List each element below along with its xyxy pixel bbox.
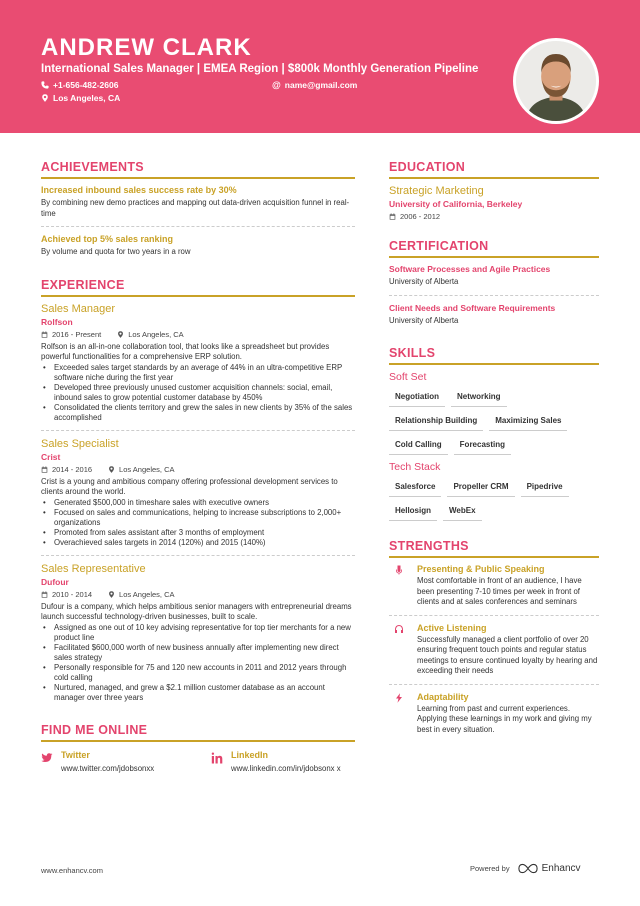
candidate-name: ANDREW CLARK: [41, 34, 252, 61]
divider: [41, 226, 355, 227]
job-description: Rolfson is an all-in-one collaboration tool, that looks like a spreadsheet but provides powerful functionalities for a comprehensive ERP solution.: [41, 341, 330, 361]
skill-tag: Networking: [451, 389, 507, 407]
calendar-icon: [41, 331, 48, 338]
calendar-icon: [389, 213, 396, 220]
degree: Strategic Marketing: [389, 185, 484, 197]
linkedin-url: www.linkedin.com/in/jdobsonx x: [231, 763, 341, 773]
online-links: [41, 750, 355, 775]
headphones-icon: [394, 624, 404, 634]
divider: [41, 430, 355, 431]
skill-tag: Salesforce: [389, 479, 441, 497]
job-entry: [41, 563, 355, 703]
strength-item: [389, 692, 599, 736]
job-dates: 2014 - 2016: [52, 464, 93, 474]
certification-title: Client Needs and Software Requirements: [389, 302, 556, 313]
strengths-heading: STRENGTHS: [389, 539, 599, 558]
list-item: • Exceeded sales target standards by an average of 44% in an ultra-competitive ERP software niche during the first year: [41, 363, 355, 383]
phone-icon: [41, 81, 49, 89]
footer-branding: [470, 863, 581, 874]
microphone-icon: [394, 565, 404, 575]
list-item: • Assigned as one out of 10 key advising representative for top tier merchants for a new product line: [41, 623, 355, 643]
skill-tags: [389, 479, 599, 521]
divider: [389, 615, 599, 616]
phone-contact[interactable]: [41, 80, 118, 90]
brand-logo[interactable]: [518, 863, 581, 874]
education-heading: EDUCATION: [389, 160, 599, 179]
location-pin-icon: [108, 591, 115, 598]
strength-title: Adaptability: [417, 691, 469, 702]
achievements-heading: ACHIEVEMENTS: [41, 160, 355, 179]
list-item: • Personally responsible for 75 and 120 new accounts in 2011 and 2012 years through cold calling: [41, 663, 355, 683]
job-bullets: [41, 498, 355, 548]
twitter-icon: [41, 752, 53, 764]
list-item: • Facilitated $600,000 worth of new business annually after implementing new direct sales strategy: [41, 643, 355, 663]
skill-tag: Cold Calling: [389, 437, 448, 455]
twitter-link[interactable]: [41, 750, 211, 775]
right-column: [389, 160, 599, 739]
twitter-url: www.twitter.com/jdobsonxx: [61, 763, 155, 773]
strength-desc: Successfully managed a client portfolio of over 20 ensuring frequent touch points and regular status meetings to ensure continued loyalty by hearing and exceeding their needs: [417, 634, 598, 675]
skill-tag: Maximizing Sales: [489, 413, 567, 431]
header-banner: [0, 0, 640, 133]
skill-group-title: Tech Stack: [389, 461, 441, 473]
certification-heading: CERTIFICATION: [389, 239, 599, 258]
job-bullets: [41, 363, 355, 423]
certification-item: [389, 264, 599, 288]
job-meta: [41, 330, 355, 339]
profile-photo: [516, 41, 596, 121]
certification-item: [389, 303, 599, 327]
list-item: • Overachieved sales targets in 2014 (120%) and 2015 (140%): [41, 538, 355, 548]
job-location: Los Angeles, CA: [119, 464, 175, 474]
job-meta: [41, 465, 355, 474]
list-item: • Consolidated the clients territory and grew the sales in new clients by 35% of the sales accomplished: [41, 403, 355, 423]
list-item: • Focused on sales and communications, helping to increase subscriptions to 2,000+ organizations: [41, 508, 355, 528]
job-location: Los Angeles, CA: [119, 589, 175, 599]
job-title: Sales Representative: [41, 562, 146, 575]
email-text: name@gmail.com: [284, 80, 358, 90]
achievement-desc: By volume and quota for two years in a row: [41, 247, 191, 256]
skill-tag: WebEx: [443, 503, 482, 521]
strength-desc: Most comfortable in front of an audience, I have been presenting 7-10 times per week in front of clients and at sales conferences and seminars: [417, 576, 582, 606]
job-entry: [41, 438, 355, 548]
job-title: Sales Specialist: [41, 437, 119, 450]
strength-desc: Learning from past and current experiences. Applying these learnings in my work and giving my best in every situation.: [417, 703, 592, 734]
skill-tag: Pipedrive: [521, 479, 569, 497]
email-contact[interactable]: [272, 80, 357, 90]
strength-title: Presenting & Public Speaking: [417, 564, 545, 574]
achievement-item: [41, 234, 355, 258]
linkedin-link[interactable]: [211, 750, 355, 775]
footer-site[interactable]: www.enhancv.com: [41, 866, 103, 875]
phone-text: +1-656-482-2606: [53, 80, 119, 90]
achievement-title: Increased inbound sales success rate by 30%: [41, 185, 237, 195]
left-column: [41, 160, 355, 774]
job-location: Los Angeles, CA: [128, 329, 184, 339]
skill-tag: Relationship Building: [389, 413, 483, 431]
certification-title: Software Processes and Agile Practices: [389, 264, 551, 274]
company-name: Crist: [41, 451, 61, 462]
skill-group-title: Soft Set: [389, 371, 427, 383]
skill-tag: Propeller CRM: [447, 479, 514, 497]
job-dates: 2016 - Present: [52, 329, 102, 339]
job-entry: [41, 303, 355, 423]
strength-item: [389, 564, 599, 608]
location-contact: [41, 93, 120, 103]
find-me-online-heading: FIND ME ONLINE: [41, 723, 355, 742]
achievement-item: [41, 185, 355, 219]
strength-title: Active Listening: [417, 622, 487, 633]
job-description: Dufour is a company, which helps ambitious senior managers with entrepreneurial dreams launch successful technology-driven businesses, built to scale.: [41, 601, 352, 621]
linkedin-icon: [211, 752, 223, 764]
divider: [389, 684, 599, 685]
company-name: Rolfson: [41, 316, 73, 327]
school-name: University of California, Berkeley: [389, 199, 523, 209]
job-bullets: [41, 623, 355, 703]
job-description: Crist is a young and ambitious company offering professional development services to clients around the world.: [41, 476, 338, 496]
skill-tags: [389, 389, 599, 455]
experience-heading: EXPERIENCE: [41, 278, 355, 297]
certification-org: University of Alberta: [389, 277, 459, 286]
brand-name: Enhancv: [541, 863, 581, 874]
location-text: Los Angeles, CA: [53, 93, 121, 103]
list-item: • Nurtured, managed, and grew a $2.1 million customer database as an account manager over three years: [41, 683, 355, 703]
location-pin-icon: [117, 331, 124, 338]
calendar-icon: [41, 466, 48, 473]
divider: [389, 295, 599, 296]
list-item: • Developed three previously unused customer acquisition channels: social, email, inbound sales to grow potential customer database by 450%: [41, 383, 355, 403]
job-meta: [41, 590, 355, 599]
enhancv-logo-icon: [518, 863, 538, 874]
linkedin-label: LinkedIn: [231, 749, 269, 760]
divider: [41, 555, 355, 556]
calendar-icon: [41, 591, 48, 598]
skills-heading: SKILLS: [389, 346, 599, 365]
candidate-title: International Sales Manager | EMEA Region | $800k Monthly Generation Pipeline: [41, 63, 479, 75]
location-pin-icon: [108, 466, 115, 473]
skill-tag: Hellosign: [389, 503, 437, 521]
education-meta: [389, 212, 599, 221]
certification-org: University of Alberta: [389, 315, 459, 325]
avatar: [513, 38, 599, 124]
list-item: • Generated $500,000 in timeshare sales with executive owners: [41, 498, 355, 508]
education-dates: 2006 - 2012: [400, 212, 441, 221]
strength-item: [389, 623, 599, 677]
job-title: Sales Manager: [41, 302, 115, 315]
skill-tag: Negotiation: [389, 389, 445, 407]
powered-by-text: Powered by: [470, 864, 510, 873]
lightning-icon: [394, 693, 404, 703]
at-icon: @: [272, 80, 281, 90]
company-name: Dufour: [41, 576, 69, 587]
skill-tag: Forecasting: [454, 437, 511, 455]
list-item: • Promoted from sales assistant after 3 months of employment: [41, 528, 355, 538]
location-pin-icon: [41, 94, 49, 102]
twitter-label: Twitter: [61, 749, 90, 760]
achievement-title: Achieved top 5% sales ranking: [41, 234, 174, 244]
job-dates: 2010 - 2014: [52, 589, 93, 599]
achievement-desc: By combining new demo practices and mapping out data-driven acquisition funnel in real-time: [41, 198, 350, 218]
